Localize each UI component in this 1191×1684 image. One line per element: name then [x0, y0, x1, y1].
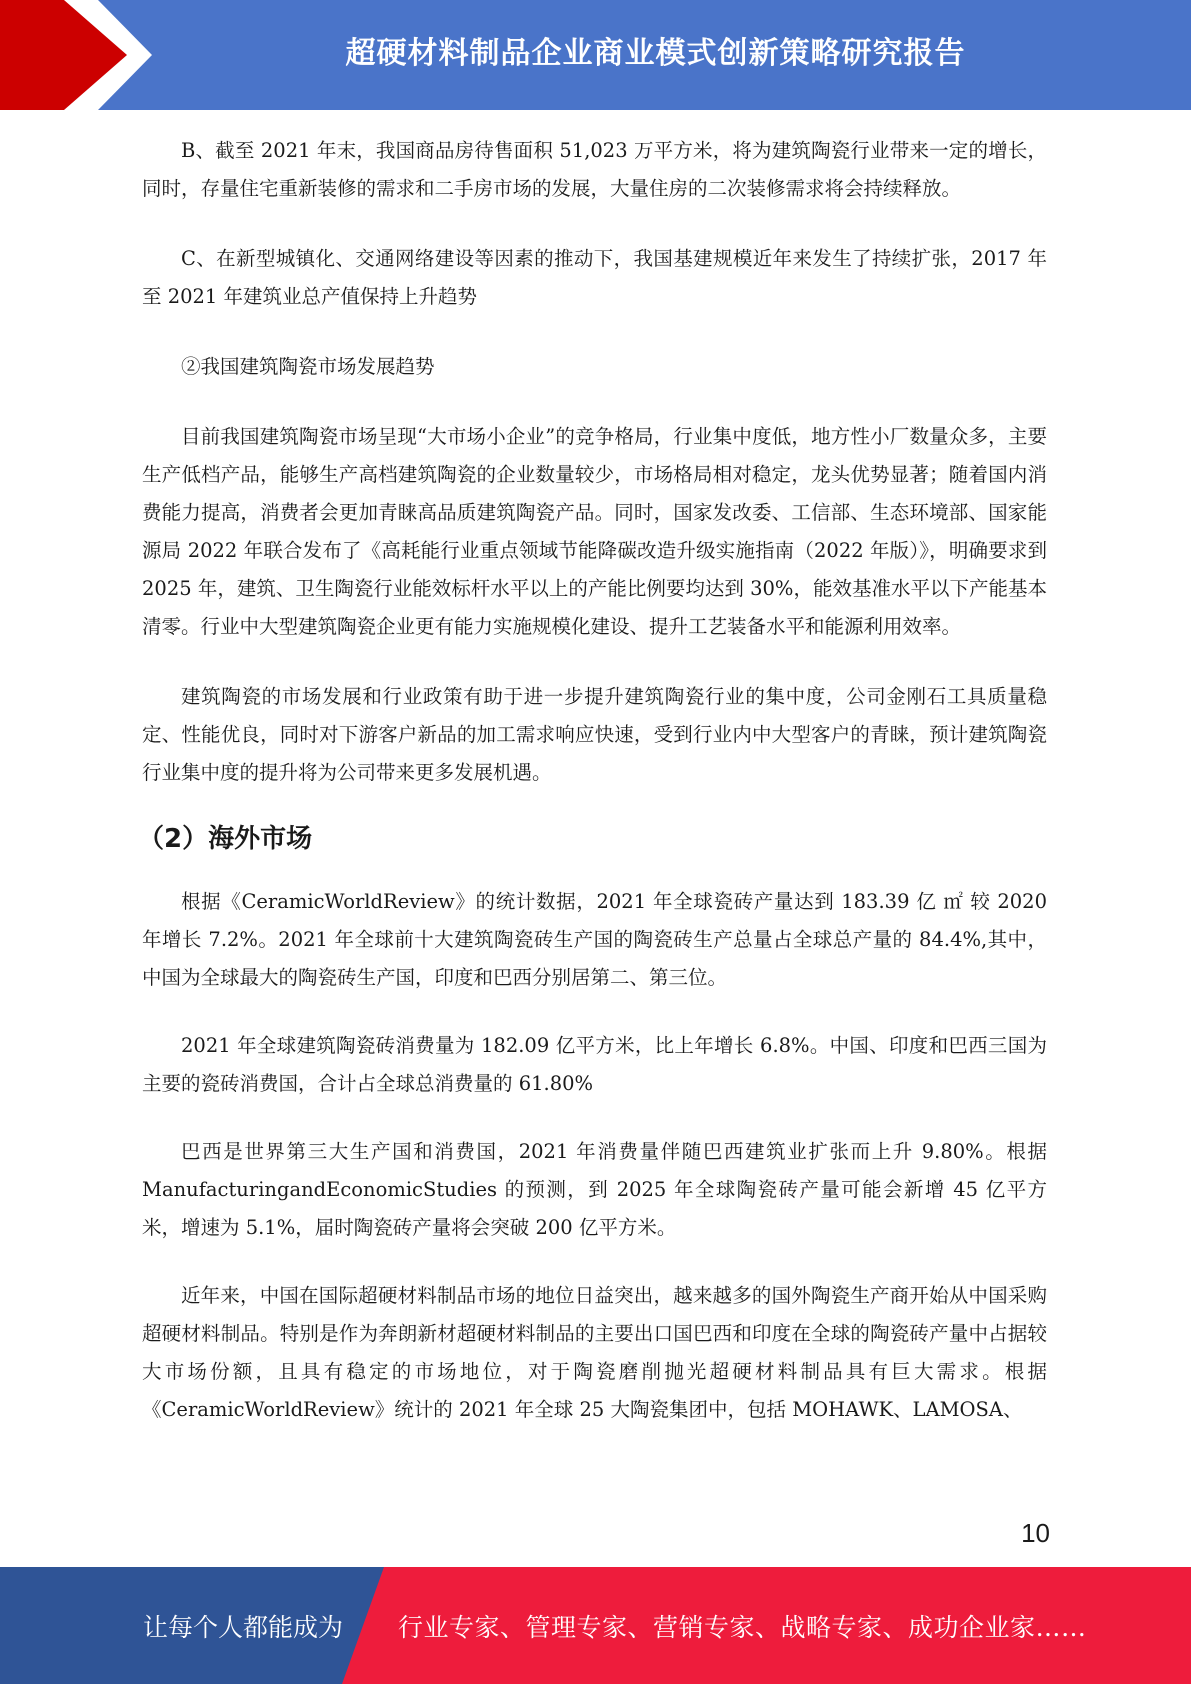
paragraph-brazil: 巴西是世界第三大生产国和消费国，2021 年消费量伴随巴西建筑业扩张而上升 9.80%。根据 ManufacturingandEconomicStudies 的预测，到 2025 年全球陶瓷砖产量可能会新增 45 亿平方米，增速为 5.1%，届时陶瓷砖产量将会突破 200 亿平方米。 [142, 1140, 1047, 1239]
footer-slogan-right: 行业专家、管理专家、营销专家、战略专家、成功企业家…… [398, 1612, 1087, 1642]
header-arrow-decoration [0, 0, 160, 110]
document-body [138, 132, 1047, 1429]
page-header [0, 0, 1191, 110]
paragraph-world-consumption: 2021 年全球建筑陶瓷砖消费量为 182.09 亿平方米，比上年增长 6.8%。中国、印度和巴西三国为主要的瓷砖消费国，合计占全球总消费量的 61.80% [142, 1034, 1047, 1095]
paragraph-market-structure: 目前我国建筑陶瓷市场呈现“大市场小企业”的竞争格局，行业集中度低，地方性小厂数量众多，主要生产低档产品，能够生产高档建筑陶瓷的企业数量较少，市场格局相对稳定，龙头优势显著；随着国内消费能力提高，消费者会更加青睐高品质建筑陶瓷产品。同时，国家发改委、工信部、生态环境部、国家能源局 2022 年联合发布了《高耗能行业重点领域节能降碳改造升级实施指南（2022 年版）》，明确要求到 2025 年，建筑、卫生陶瓷行业能效标杆水平以上的产能比例要均达到 30%，能效基准水平以下产能基本清零。行业中大型建筑陶瓷企业更有能力实施规模化建设、提升工艺装备水平和能源利用效率。 [142, 425, 1047, 638]
paragraph-industry-concentration: 建筑陶瓷的市场发展和行业政策有助于进一步提升建筑陶瓷行业的集中度，公司金刚石工具质量稳定、性能优良，同时对下游客户新品的加工需求响应快速，受到行业内中大型客户的青睐，预计建筑陶瓷行业集中度的提升将为公司带来更多发展机遇。 [142, 685, 1047, 784]
page-number: 10 [1021, 1518, 1050, 1548]
paragraph-c: C、在新型城镇化、交通网络建设等因素的推动下，我国基建规模近年来发生了持续扩张，2017 年至 2021 年建筑业总产值保持上升趋势 [142, 247, 1047, 308]
subheading-trend: ②我国建筑陶瓷市场发展趋势 [181, 355, 435, 378]
paragraph-china-exports: 近年来，中国在国际超硬材料制品市场的地位日益突出，越来越多的国外陶瓷生产商开始从中国采购超硬材料制品。特别是作为奔朗新材超硬材料制品的主要出口国巴西和印度在全球的陶瓷砖产量中占据较大市场份额，且具有稳定的市场地位，对于陶瓷磨削抛光超硬材料制品具有巨大需求。根据《CeramicWorldReview》统计的 2021 年全球 25 大陶瓷集团中，包括 MOHAWK、LAMOSA、 [142, 1284, 1047, 1421]
section-heading-overseas: （2）海外市场 [138, 824, 313, 854]
footer-slogan-left: 让每个人都能成为 [143, 1612, 344, 1642]
page-footer [0, 1567, 1191, 1684]
report-title: 超硬材料制品企业商业模式创新策略研究报告 [345, 36, 966, 71]
paragraph-world-production: 根据《CeramicWorldReview》的统计数据，2021 年全球瓷砖产量达到 183.39 亿 ㎡ 较 2020 年增长 7.2%。2021 年全球前十大建筑陶瓷砖生产国的陶瓷砖生产总量占全球总产量的 84.4%,其中，中国为全球最大的陶瓷砖生产国，印度和巴西分别居第二、第三位。 [142, 890, 1047, 989]
paragraph-b: B、截至 2021 年末，我国商品房待售面积 51,023 万平方米，将为建筑陶瓷行业带来一定的增长，同时，存量住宅重新装修的需求和二手房市场的发展，大量住房的二次装修需求将会持续释放。 [142, 139, 1047, 200]
